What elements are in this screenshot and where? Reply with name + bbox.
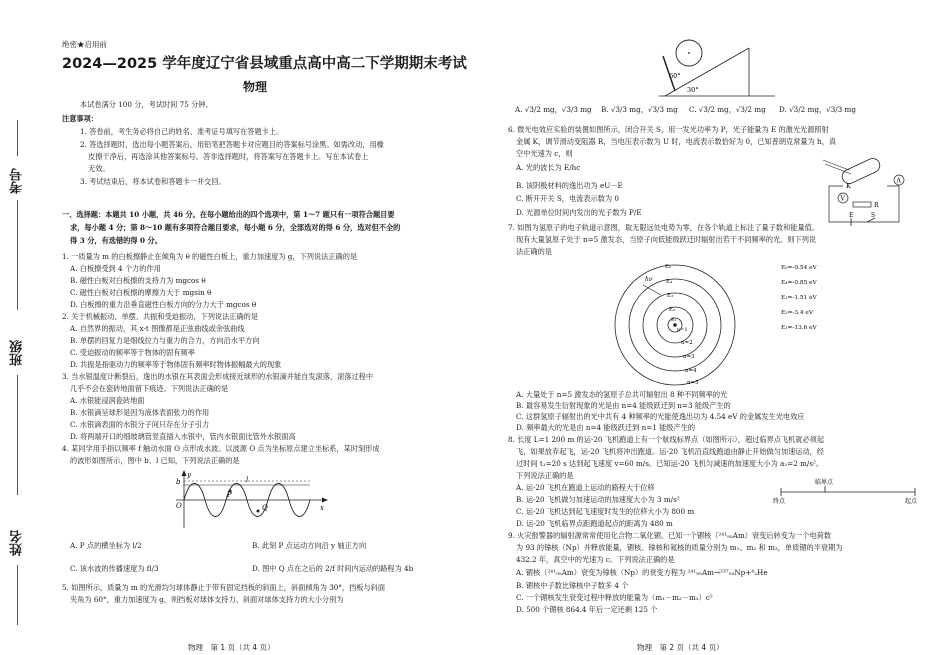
gutter-line-2 — [17, 200, 18, 310]
q5-incline-figure — [657, 30, 777, 100]
q3-stem-2: 几乎不会在瓷砖地面留下痕迹。下列说法正确的是 — [70, 384, 229, 393]
exam-title: 2024—2025 学年度辽宁省县域重点高中高二下学期期末考试 — [62, 56, 467, 72]
q8-stem-2: 飞，如果放弃起飞，运-20 飞机将冲出跑道。运-20 飞机沿直线跑道由静止开始做匀加速运动，经 — [516, 447, 825, 456]
q8-label-start: 起点 — [905, 498, 918, 505]
q8-option-c: C. 运-20 飞机达到起飞速度时发生的位移大小为 800 m — [516, 507, 695, 516]
q6-option-a: A. 光的波长为 E/hc — [516, 163, 581, 172]
q3-option-d: D. 将两端开口的细玻璃管竖直插入水银中，管内水银面比管外水银面高 — [70, 432, 296, 441]
q6-label-e: E — [849, 212, 854, 219]
q9-stem-3: 432.2 年，真空中的光速为 c。下列说法正确的是 — [516, 555, 675, 564]
q6-rheostat — [853, 202, 871, 207]
q6-wires — [829, 186, 899, 222]
q7-stem-1: 7. 如图为氢原子的电子轨道示意图，取无限远处电势为零，在各个轨道上标注了量子数和能量值。 — [508, 223, 820, 232]
section1-line-3: 得 3 分，有选错的得 0 分。 — [70, 236, 162, 245]
q4-x-arrow — [322, 498, 328, 503]
q7-stem-2: 现有大量氢原子处于 n=5 激发态，当原子向低能级跃迁时辐射出若干不同频率的光。则下列说 — [516, 235, 817, 244]
q9-stem-2: 为 93 的镎核（Np）并释放能量，镅核、镎核和氦核的质量分别为 m₁、m₂ 和 m₃，单质镅的半衰期为 — [516, 543, 843, 552]
q4-y-arrow — [182, 470, 187, 476]
q7-orbit-n3: n=3 — [683, 354, 695, 360]
notice-2: 2. 答选择题时，选出每小题答案后，用铅笔把答题卡对应题目的答案标号涂黑。如需改动，用橡 — [80, 140, 384, 149]
q5-option-d: D. √3/2 mg，√3/3 mg — [779, 105, 856, 114]
footer-page-2: 物理 第 2 页（共 4 页） — [637, 643, 724, 652]
q9-stem-1: 9. 火灾报警器的辐射源常常使用化合物二氧化镅。已知一个镅核（²⁴¹₉₅Am）衰变后转变为一个电荷数 — [508, 531, 832, 540]
footer-page-1: 物理 第 1 页（共 4 页） — [188, 643, 275, 652]
q4-option-c: C. 该水波的传播速度为 fl/3 — [70, 564, 159, 573]
gutter-line-4 — [17, 565, 18, 625]
q5-option-c: C. √3/2 mg，√3/2 mg — [689, 105, 766, 114]
q7-orbit-label-e2: E₂ — [669, 307, 676, 313]
q6-stem-2: 金属 K，调节滑动变阻器 R，当电压表示数为 U 时，电流表示数恰好为 0，已知普朗克常量为 h，真 — [516, 137, 837, 146]
subject-title: 物理 — [243, 80, 268, 94]
q8-stem-3: 过时间 t₁=20 s 达到起飞速度 v=60 m/s。已知运-20 飞机匀减速的加速度大小为 a₂=2 m/s²。 — [516, 459, 824, 468]
q6-option-c: C. 断开开关 S，电流表示数为 0 — [516, 194, 619, 203]
gutter-banji: 班级 — [10, 340, 25, 366]
q7-option-b: B. 最容易发生衍射现象的光是由 n=4 能级跃迁到 n=3 能级产生的 — [516, 401, 731, 410]
q6-label-a: A — [896, 177, 901, 185]
q6-stem-1: 6. 微光电效应实验的装置如图所示，闭合开关 S，用一发光功率为 P，光子能量为 E 的激光光源照射 — [508, 125, 829, 134]
q5-angle-30: 30° — [687, 86, 699, 94]
q1-option-c: C. 磁性白板对白板擦的摩擦力大于 mgsin θ — [70, 288, 212, 297]
q7-orbit-figure — [613, 255, 863, 389]
q7-orbit-n5: n=5 — [687, 380, 699, 386]
q6-label-v: V — [840, 195, 845, 203]
q8-label-end: 终点 — [773, 498, 786, 505]
q6-stem-3: 空中光速为 c，则 — [516, 149, 573, 158]
secret-label: 绝密★启用前 — [62, 40, 107, 49]
q7-orbit-label-e3: E₃ — [667, 293, 674, 299]
notice-3: 3. 考试结束后，将本试卷和答题卡一并交回。 — [80, 177, 226, 186]
q4-label-p: P — [227, 491, 232, 499]
gutter-line-1 — [17, 120, 18, 156]
q5-angle-60: 60° — [669, 72, 681, 80]
q4-label-b: b — [176, 478, 181, 486]
q7-orbit-label-e5: E₅ — [665, 264, 672, 270]
gutter-kaohao: 考号 — [10, 168, 25, 194]
q4-wave-figure — [170, 468, 330, 530]
section1-line-2: 求，每小题 4 分；第 8～10 题有多项符合题目要求，每小题 6 分，全部选对的得 6 分，选对但不全的 — [70, 223, 401, 232]
q7-label-hv: hν — [645, 276, 653, 283]
q2-option-c: C. 受迫振动的频率等于物体的固有频率 — [70, 348, 195, 357]
q5-option-b: B. √3/3 mg，√3/3 mg — [601, 105, 678, 114]
q8-stem-4: 下列说法正确的是 — [516, 471, 574, 480]
q8-option-b: B. 运-20 飞机做匀加速运动的加速度大小为 3 m/s² — [516, 495, 680, 504]
q6-label-s: S — [871, 212, 876, 219]
q7-orbit-n4: n=4 — [685, 368, 697, 374]
q4-point-q — [257, 510, 260, 513]
q7-option-a: A. 大量处于 n=5 激发态的氢原子总共可辐射出 8 种不同频率的光 — [516, 390, 728, 399]
q8-option-d: D. 运-20 飞机临界点距跑道起点的距离为 480 m — [516, 519, 673, 528]
q7-stem-3: 法正确的是 — [516, 247, 552, 256]
gutter-line-3 — [17, 375, 18, 495]
q4-label-y: y — [187, 471, 191, 479]
q6-option-b: B. 该阴极材料的逸出功为 eU－E — [516, 181, 623, 190]
q2-option-d: D. 共振是指驱动力的频率等于物体固有频率时物体振幅最大的现象 — [70, 360, 282, 369]
q4-option-d: D. 图中 Q 点在之后的 2/f 时间内运动的路程为 4b — [252, 564, 414, 573]
q7-level-e3: E₃=-1.51 eV — [781, 295, 817, 301]
q4-label-l: l — [246, 476, 249, 484]
q5-ball-center — [688, 52, 690, 54]
q1-option-a: A. 白板擦受到 4 个力的作用 — [70, 264, 161, 273]
q7-orbit-label-e1: E₁ — [671, 317, 677, 323]
q1-stem: 1. 一质量为 m 的白板擦静止在倾角为 θ 的磁性白板上，重力加速度为 g，下列说法正确的是 — [62, 252, 358, 261]
q6-label-k: K — [846, 182, 851, 190]
notice-1: 1. 答卷前，考生务必将自己的姓名、准考证号填写在答题卡上。 — [80, 127, 284, 136]
q7-orbit-label-e4: E₄ — [666, 279, 673, 285]
q7-option-d: D. 频率最大的光是由 n=4 能级跃迁到 n=1 能级产生的 — [516, 423, 696, 432]
q7-level-e1: E₁=-13.6 eV — [781, 325, 817, 331]
q7-orbit-n2: n=2 — [681, 340, 693, 346]
q9-option-c: C. 一个镅核发生衰变过程中释放的能量为（m₁－m₂－m₃）c² — [516, 593, 713, 602]
q8-runway-figure — [765, 476, 925, 506]
q2-stem: 2. 关于机械振动、单摆、共振和受迫振动，下列说法正确的是 — [62, 312, 259, 321]
q5-option-a: A. √3/2 mg，√3/3 mg — [515, 105, 592, 114]
q7-level-e4: E₄=-0.85 eV — [781, 280, 817, 286]
notice-2b: 皮擦干净后，再选涂其他答案标号。答非选择题时，将答案写在答题卡上。写在本试卷上 — [88, 152, 369, 161]
score-note: 本试卷满分 100 分，考试时间 75 分钟。 — [80, 100, 213, 109]
q8-label-critical: 临界点 — [815, 479, 834, 486]
q2-option-b: B. 单摆的回复力是细线拉力与重力的合力，方向沿水平方向 — [70, 336, 260, 345]
q4-label-o: O — [176, 502, 182, 510]
q6-circuit-figure — [803, 158, 915, 226]
q6-label-r: R — [874, 202, 879, 209]
q5-stem-1: 5. 如图所示，质量为 m 的光滑均匀球体静止于带有固定挡板的斜面上，斜面倾角为 30°，挡板与斜面 — [62, 583, 386, 592]
q1-option-d: D. 白板擦的重力沿垂直磁性白板方向的分力大于 mgcos θ — [70, 300, 257, 309]
q4-stem-1: 4. 某同学用手指以频率 f 触动水面 O 点形成水波。以波源 O 点为坐标原点建立坐标系，某时刻形成 — [62, 444, 380, 453]
q7-level-e5: E₅=-0.54 eV — [781, 265, 817, 271]
q2-option-a: A. 自然界的振动，其 x-t 图像都是正弦曲线或余弦曲线 — [70, 324, 245, 333]
section1-line-1: 一、选择题：本题共 10 小题，共 46 分。在每小题给出的四个选项中，第 1～7 题只有一项符合题目要 — [62, 210, 395, 219]
q7-level-e2: E₂=-3.4 eV — [781, 310, 814, 316]
q7-option-c: C. 这群氢原子辐射出的光中共有 4 种频率的光能使逸出功为 4.54 eV 的金属发生光电效应 — [516, 412, 805, 421]
q4-label-q: Q — [262, 504, 268, 512]
q6-phototube — [823, 158, 882, 186]
q5-stem-2: 夹角为 60°，重力加速度为 g，则挡板对球体支持力、斜面对球体支持力的大小分别为 — [70, 595, 344, 604]
notice-2c: 无效。 — [88, 164, 110, 173]
q4-option-b: B. 此刻 P 点运动方向沿 y 轴正方向 — [252, 541, 367, 550]
q9-option-b: B. 镅核中子数比镎核中子数多 4 个 — [516, 581, 629, 590]
page-2 — [475, 0, 950, 655]
q3-stem-1: 3. 当水银温度计断裂后，逸出的水银在其表面会形成接近球形的水银滴并能自发滚落，滚落过程中 — [62, 372, 374, 381]
q4-label-x: x — [320, 504, 324, 512]
q4-stem-2: 的波形如图所示，图中 b、l 已知，下列说法正确的是 — [70, 456, 240, 465]
q3-option-a: A. 水银能浸润瓷砖地面 — [70, 396, 145, 405]
notice-title: 注意事项： — [62, 114, 98, 123]
q8-option-a: A. 运-20 飞机在跑道上运动的路程大于位移 — [516, 483, 655, 492]
q1-option-b: B. 磁性白板对白板擦的支持力为 mgcos θ — [70, 276, 206, 285]
q4-option-a: A. P 点的横坐标为 l/2 — [70, 541, 142, 550]
q3-option-c: C. 水银滴表面的水银分子间只存在分子引力 — [70, 420, 210, 429]
q9-option-d: D. 500 个镅核 864.4 年后一定还剩 125 个 — [516, 605, 658, 614]
q8-stem-1: 8. 长度 L=1 200 m 的运-20 飞机跑道上有一个航线标界点（如图所示），超过临界点飞机就必须起 — [508, 435, 825, 444]
q6-option-d: D. 光源单位时间内发出的光子数为 P/E — [516, 208, 642, 217]
q9-option-a: A. 镅核（²⁴¹₉₅Am）衰变为镎核（Np）的衰变方程为 ²⁴¹₉₅Am→²³⁷₉₃Np+⁴₂He — [516, 568, 768, 577]
gutter-xingming: 姓名 — [10, 530, 25, 556]
q7-orbit-n1: n=1 — [677, 327, 688, 333]
q3-option-b: B. 水银滴呈球形是因为液体表面张力的作用 — [70, 408, 210, 417]
